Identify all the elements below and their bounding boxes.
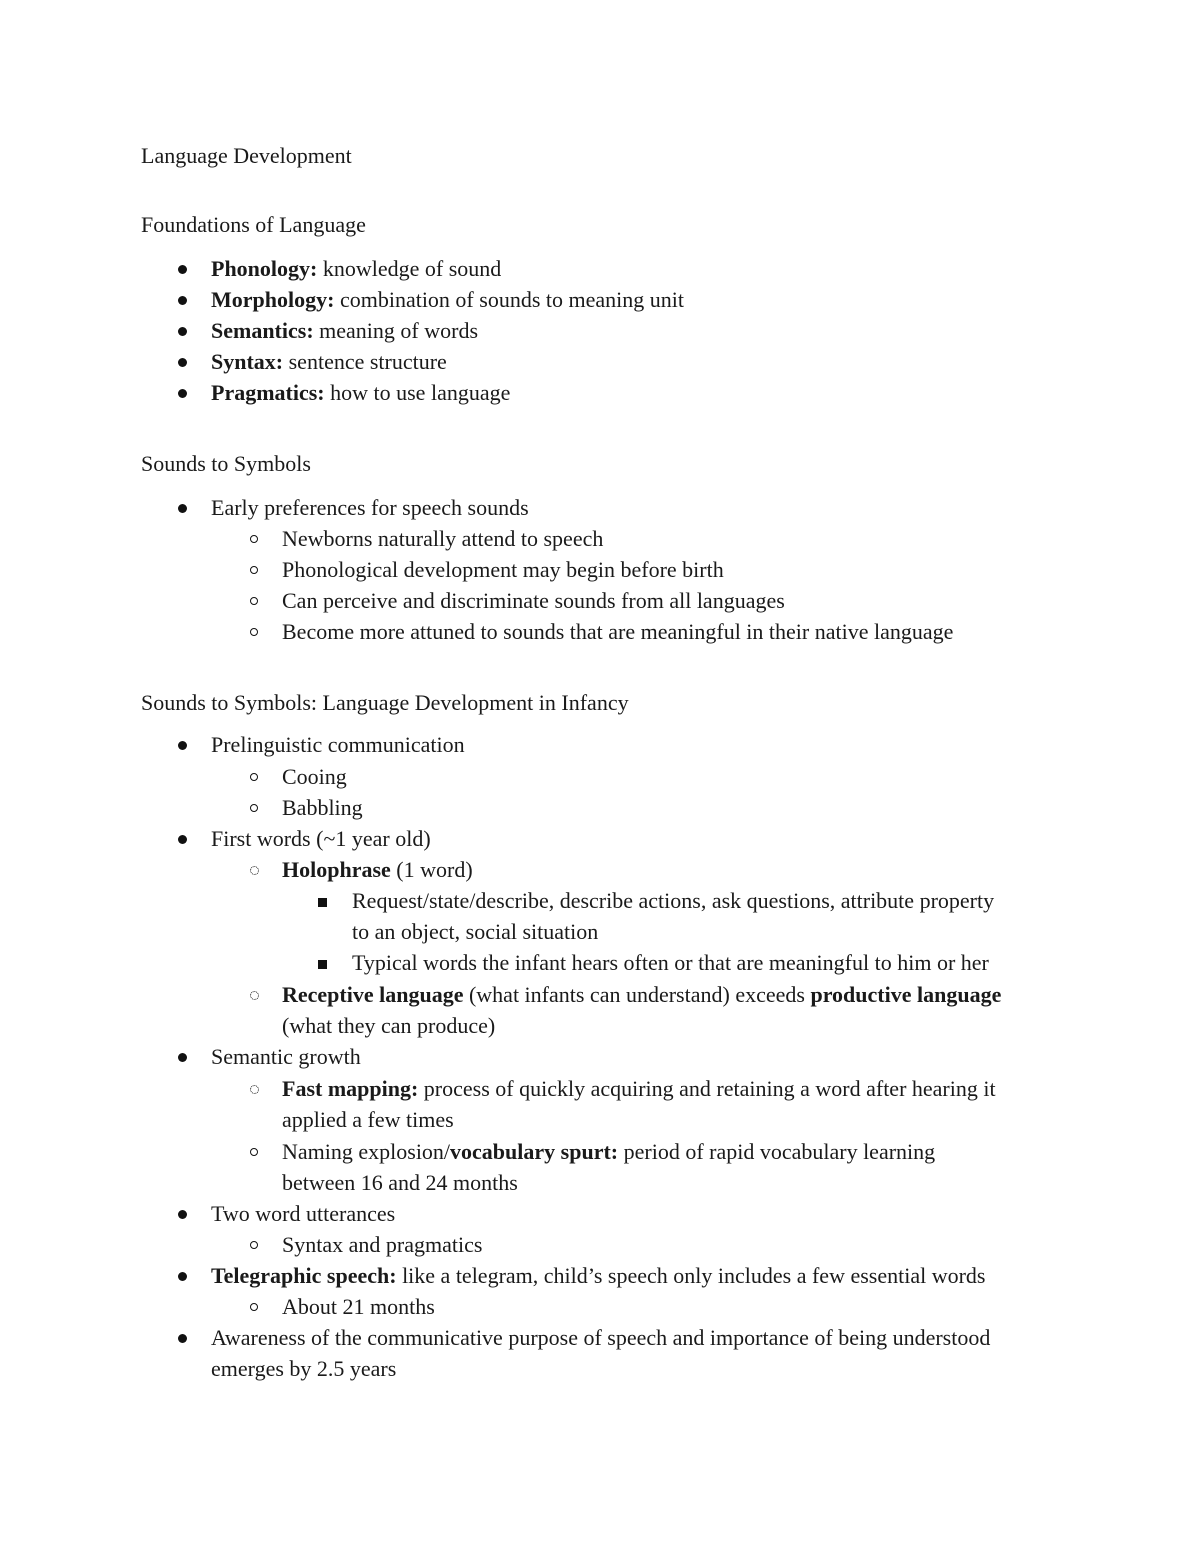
circle-bullet-icon	[250, 566, 258, 574]
circle-bullet-icon	[250, 1303, 258, 1311]
term-prefix: Naming explosion/	[282, 1139, 451, 1164]
circle-bullet-icon	[250, 866, 259, 875]
circle-bullet-icon	[250, 991, 259, 1000]
bullet-icon	[178, 327, 187, 336]
term-definition: combination of sounds to meaning unit	[334, 287, 684, 312]
term-definition: how to use language	[324, 380, 511, 405]
circle-bullet-icon	[250, 597, 258, 605]
list-item	[211, 287, 684, 313]
bullet-icon	[178, 265, 187, 274]
term-label: productive language	[810, 982, 1002, 1007]
section-heading-sounds: Sounds to Symbols	[141, 451, 311, 476]
circle-bullet-icon	[250, 1241, 258, 1249]
bullet-icon	[178, 358, 187, 367]
list-item: Prelinguistic communication	[211, 732, 465, 757]
term-label: Syntax:	[211, 349, 284, 374]
sub-list-item: Cooing	[282, 764, 347, 789]
sub-sub-list-item: Request/state/describe, describe actions, ask questions, attribute property	[352, 888, 995, 913]
sub-sub-list-item-continuation: to an object, social situation	[352, 919, 599, 944]
section-heading-infancy: Sounds to Symbols: Language Development in Infancy	[141, 690, 629, 715]
list-item: Two word utterances	[211, 1201, 396, 1226]
list-item	[211, 256, 501, 282]
circle-bullet-icon	[250, 804, 258, 812]
circle-bullet-icon	[250, 1148, 258, 1156]
sub-list-item: Become more attuned to sounds that are meaningful in their native language	[282, 619, 954, 644]
bullet-icon	[178, 296, 187, 305]
term-definition: (1 word)	[390, 857, 473, 882]
term-definition: meaning of words	[313, 318, 479, 343]
sub-sub-list-item: Typical words the infant hears often or that are meaningful to him or her	[352, 950, 989, 975]
list-item-continuation: emerges by 2.5 years	[211, 1356, 397, 1381]
circle-bullet-icon	[250, 773, 258, 781]
sub-list-item: Newborns naturally attend to speech	[282, 526, 604, 551]
document-title: Language Development	[141, 143, 352, 168]
term-label: Fast mapping:	[282, 1076, 419, 1101]
list-item	[211, 318, 478, 344]
sub-list-item-continuation: between 16 and 24 months	[282, 1170, 518, 1195]
section-heading-foundations: Foundations of Language	[141, 212, 366, 237]
bullet-icon	[178, 1272, 187, 1281]
sub-list-item-continuation: applied a few times	[282, 1107, 454, 1132]
sub-list-item: Phonological development may begin before birth	[282, 557, 724, 582]
term-label: Pragmatics:	[211, 380, 325, 405]
term-label: Receptive language	[282, 982, 464, 1007]
bullet-icon	[178, 1334, 187, 1343]
term-label: Semantics:	[211, 318, 314, 343]
term-definition: sentence structure	[283, 349, 447, 374]
list-item	[211, 349, 447, 375]
term-definition: process of quickly acquiring and retaining a word after hearing it	[418, 1076, 996, 1101]
term-label: Telegraphic speech:	[211, 1263, 397, 1288]
bullet-icon	[178, 504, 187, 513]
term-definition: (what infants can understand) exceeds	[463, 982, 811, 1007]
bullet-icon	[178, 835, 187, 844]
term-label: Phonology:	[211, 256, 318, 281]
term-definition: period of rapid vocabulary learning	[618, 1139, 936, 1164]
term-label: Morphology:	[211, 287, 335, 312]
sub-list-item	[282, 857, 473, 883]
term-label: Holophrase	[282, 857, 391, 882]
list-item: Awareness of the communicative purpose of speech and importance of being understood	[211, 1325, 991, 1350]
bullet-icon	[178, 741, 187, 750]
circle-bullet-icon	[250, 628, 258, 636]
bullet-icon	[178, 1210, 187, 1219]
bullet-icon	[178, 1053, 187, 1062]
term-definition: knowledge of sound	[317, 256, 502, 281]
list-item	[211, 1263, 986, 1289]
list-item: Early preferences for speech sounds	[211, 495, 529, 520]
sub-list-item	[282, 1139, 935, 1165]
sub-list-item: Syntax and pragmatics	[282, 1232, 483, 1257]
sub-list-item-continuation: (what they can produce)	[282, 1013, 496, 1038]
term-label: vocabulary spurt:	[450, 1139, 619, 1164]
sub-list-item: Babbling	[282, 795, 363, 820]
sub-list-item: Can perceive and discriminate sounds from all languages	[282, 588, 785, 613]
bullet-icon	[178, 389, 187, 398]
circle-bullet-icon	[250, 535, 258, 543]
list-item	[211, 380, 510, 406]
sub-list-item	[282, 1076, 996, 1102]
square-bullet-icon	[318, 898, 327, 907]
sub-list-item: About 21 months	[282, 1294, 435, 1319]
list-item: First words (~1 year old)	[211, 826, 431, 851]
term-definition: like a telegram, child’s speech only includes a few essential words	[396, 1263, 986, 1288]
square-bullet-icon	[318, 960, 327, 969]
circle-bullet-icon	[250, 1085, 259, 1094]
sub-list-item	[282, 982, 1001, 1008]
list-item: Semantic growth	[211, 1044, 361, 1069]
